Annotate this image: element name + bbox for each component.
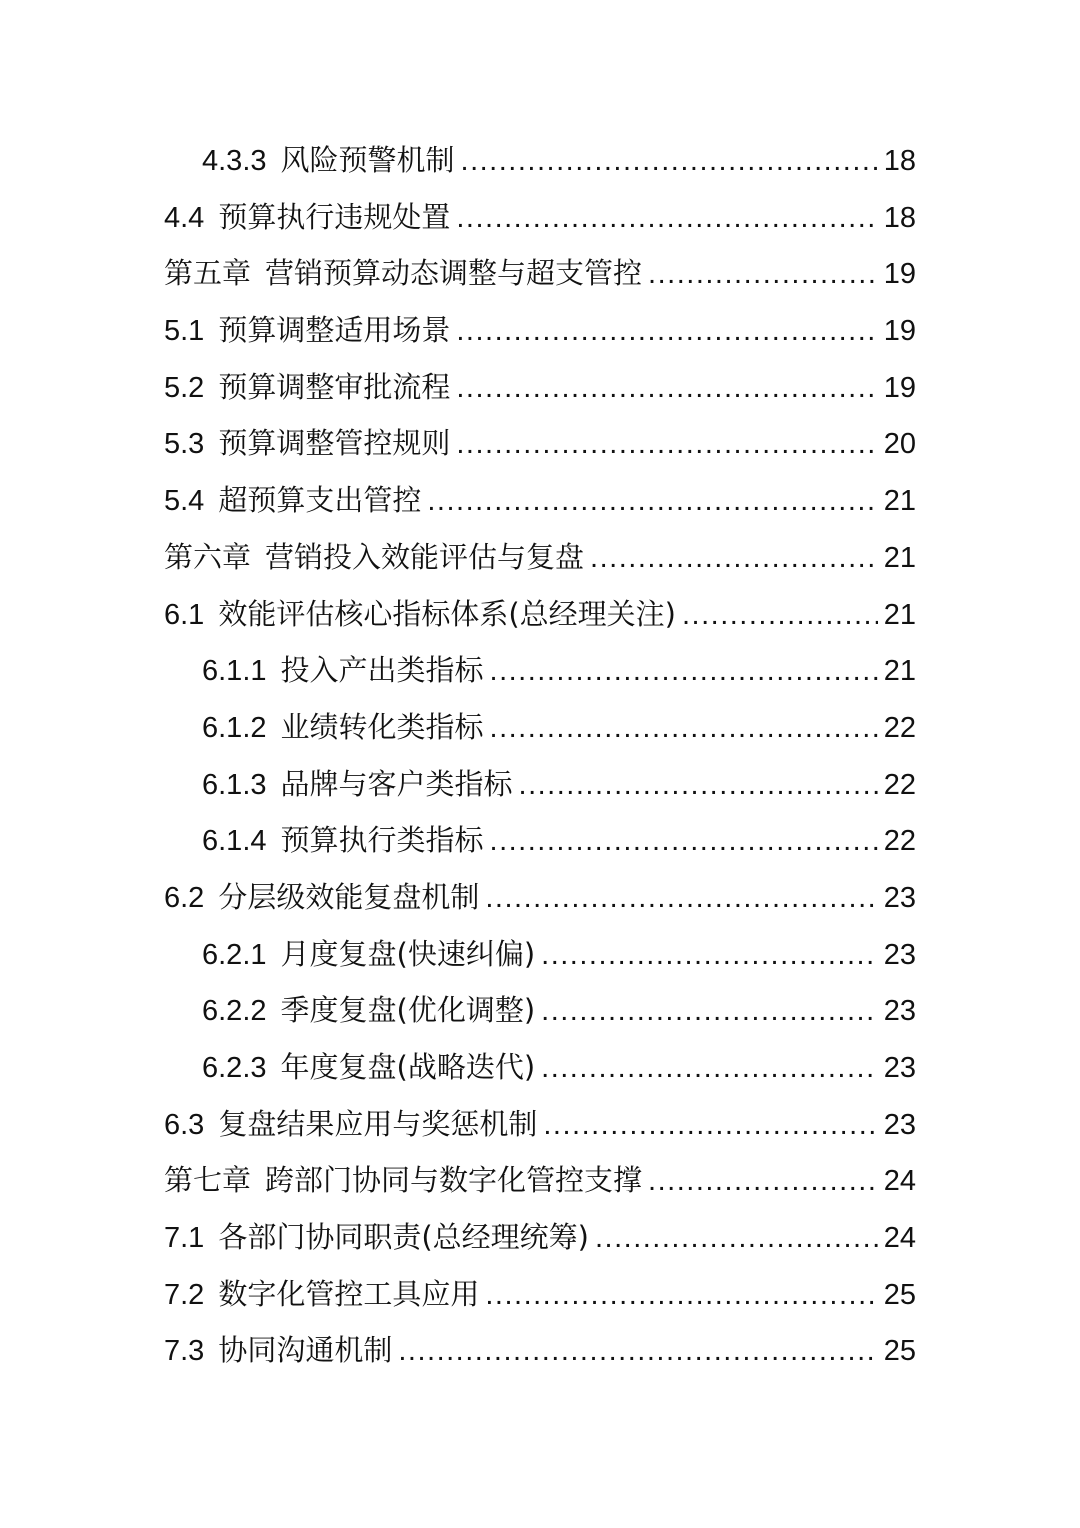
toc-entry-title: 年度复盘(战略迭代) (280, 1050, 536, 1084)
toc-dot-leader (490, 700, 878, 757)
toc-entry-title: 季度复盘(优化调整) (280, 993, 536, 1028)
toc-dot-leader (648, 246, 878, 303)
toc-entry-number: 第七章 (164, 1165, 252, 1198)
toc-entry-6-2-2[interactable] (164, 982, 916, 1039)
toc-entry-page: 22 (883, 768, 916, 801)
toc-entry-title: 预算执行违规处置 (218, 199, 451, 234)
toc-entry-5-1[interactable] (164, 302, 916, 359)
toc-entry-6-1-2[interactable] (164, 699, 916, 756)
toc-dot-leader (541, 927, 878, 984)
toc-entry-page: 20 (883, 428, 916, 461)
toc-entry-title: 营销预算动态调整与超支管控 (265, 256, 643, 291)
toc-entry-number: 6.3 (164, 1108, 205, 1141)
toc-entry-number: 4.4 (164, 201, 205, 234)
toc-entry-5-2[interactable] (164, 359, 916, 416)
toc-entry-page: 23 (883, 995, 916, 1028)
toc-dot-leader (541, 983, 878, 1040)
toc-entry-number: 5.2 (164, 371, 205, 404)
toc-entry-title: 预算调整审批流程 (218, 369, 451, 404)
toc-entry-title: 效能评估核心指标体系(总经理关注) (218, 596, 676, 631)
toc-dot-leader (427, 473, 877, 530)
toc-entry-6-2-1[interactable] (164, 926, 916, 983)
toc-entry-number: 6.1 (164, 598, 205, 631)
toc-dot-leader (456, 360, 877, 417)
toc-entry-5-4[interactable] (164, 472, 916, 529)
toc-entry-chapter-5[interactable] (164, 245, 916, 302)
toc-entry-7-3[interactable] (164, 1322, 916, 1379)
toc-entry-page: 21 (883, 485, 916, 518)
toc-entry-title: 数字化管控工具应用 (218, 1276, 480, 1311)
toc-entry-page: 18 (883, 145, 916, 177)
toc-entry-5-3[interactable] (164, 415, 916, 472)
toc-entry-4-4[interactable] (164, 189, 916, 246)
toc-dot-leader (648, 1153, 878, 1210)
toc-entry-page: 18 (883, 201, 916, 234)
toc-entry-page: 19 (883, 371, 916, 404)
toc-entry-number: 7.3 (164, 1335, 205, 1368)
toc-entry-page: 23 (883, 1052, 916, 1084)
toc-entry-chapter-7[interactable] (164, 1152, 916, 1209)
toc-dot-leader (485, 870, 877, 927)
toc-entry-title: 协同沟通机制 (218, 1333, 393, 1368)
toc-entry-number: 6.2 (164, 881, 205, 914)
toc-entry-page: 21 (883, 655, 916, 688)
toc-entry-title: 营销投入效能评估与复盘 (265, 539, 585, 574)
toc-dot-leader (490, 643, 878, 700)
toc-entry-6-1-1[interactable] (164, 642, 916, 699)
toc-entry-6-2[interactable] (164, 869, 916, 926)
toc-dot-leader (590, 530, 878, 587)
toc-entry-title: 预算执行类指标 (280, 823, 484, 858)
toc-entry-page: 21 (883, 598, 916, 631)
toc-entry-page: 25 (883, 1278, 916, 1311)
toc-dot-leader (398, 1323, 877, 1380)
toc-dot-leader (595, 1210, 878, 1267)
toc-entry-number: 6.1.4 (202, 825, 267, 858)
toc-entry-number: 5.1 (164, 315, 205, 348)
toc-entry-number: 6.2.3 (202, 1052, 267, 1084)
toc-entry-number: 6.1.2 (202, 711, 267, 744)
toc-dot-leader (519, 757, 878, 814)
toc-entry-title: 预算调整管控规则 (218, 426, 451, 461)
toc-entry-title: 复盘结果应用与奖惩机制 (218, 1106, 538, 1141)
toc-entry-number: 5.4 (164, 485, 205, 518)
toc-entry-title: 投入产出类指标 (280, 653, 484, 688)
toc-dot-leader (456, 303, 877, 360)
toc-entry-title: 预算调整适用场景 (218, 313, 451, 348)
toc-entry-number: 第五章 (164, 258, 252, 291)
toc-entry-page: 21 (883, 541, 916, 574)
toc-entry-6-1-3[interactable] (164, 756, 916, 813)
toc-entry-6-3[interactable] (164, 1096, 916, 1153)
toc-dot-leader (456, 190, 877, 247)
toc-entry-title: 跨部门协同与数字化管控支撑 (265, 1163, 643, 1198)
toc-entry-title: 业绩转化类指标 (280, 709, 484, 744)
toc-entry-chapter-6[interactable] (164, 529, 916, 586)
toc-entry-title: 分层级效能复盘机制 (218, 879, 480, 914)
toc-entry-6-2-3[interactable] (164, 1039, 916, 1096)
toc-dot-leader (682, 587, 878, 644)
toc-entry-6-1[interactable] (164, 586, 916, 643)
toc-entry-number: 6.2.2 (202, 995, 267, 1028)
toc-entry-title: 超预算支出管控 (218, 483, 422, 518)
toc-entry-title: 各部门协同职责(总经理统筹) (218, 1220, 589, 1255)
toc-dot-leader (485, 1267, 877, 1324)
toc-entry-page: 23 (883, 881, 916, 914)
toc-entry-page: 19 (883, 315, 916, 348)
toc-entry-4-3-3[interactable] (164, 132, 916, 189)
toc-entry-page: 22 (883, 825, 916, 858)
toc-entry-number: 6.1.3 (202, 768, 267, 801)
toc-entry-page: 24 (883, 1165, 916, 1198)
toc-dot-leader (543, 1097, 877, 1154)
toc-entry-7-1[interactable] (164, 1209, 916, 1266)
toc-dot-leader (490, 813, 878, 870)
toc-entry-page: 22 (883, 711, 916, 744)
toc-entry-page: 23 (883, 938, 916, 971)
toc-entry-title: 品牌与客户类指标 (280, 766, 513, 801)
toc-entry-number: 5.3 (164, 428, 205, 461)
toc-entry-number: 4.3.3 (202, 145, 267, 177)
toc-entry-title: 月度复盘(快速纠偏) (280, 936, 536, 971)
toc-entry-page: 25 (883, 1335, 916, 1368)
toc-dot-leader (461, 133, 878, 190)
toc-dot-leader (541, 1040, 878, 1097)
toc-entry-number: 第六章 (164, 541, 252, 574)
toc-entry-number: 7.2 (164, 1278, 205, 1311)
toc-entry-number: 7.1 (164, 1222, 205, 1255)
toc-entry-page: 23 (883, 1108, 916, 1141)
toc-entry-7-2[interactable] (164, 1266, 916, 1323)
table-of-contents (164, 132, 916, 1379)
toc-entry-number: 6.2.1 (202, 938, 267, 971)
toc-entry-title: 风险预警机制 (280, 143, 455, 177)
toc-entry-page: 19 (883, 258, 916, 291)
toc-entry-number: 6.1.1 (202, 655, 267, 688)
toc-dot-leader (456, 416, 877, 473)
toc-entry-6-1-4[interactable] (164, 812, 916, 869)
toc-entry-page: 24 (883, 1222, 916, 1255)
